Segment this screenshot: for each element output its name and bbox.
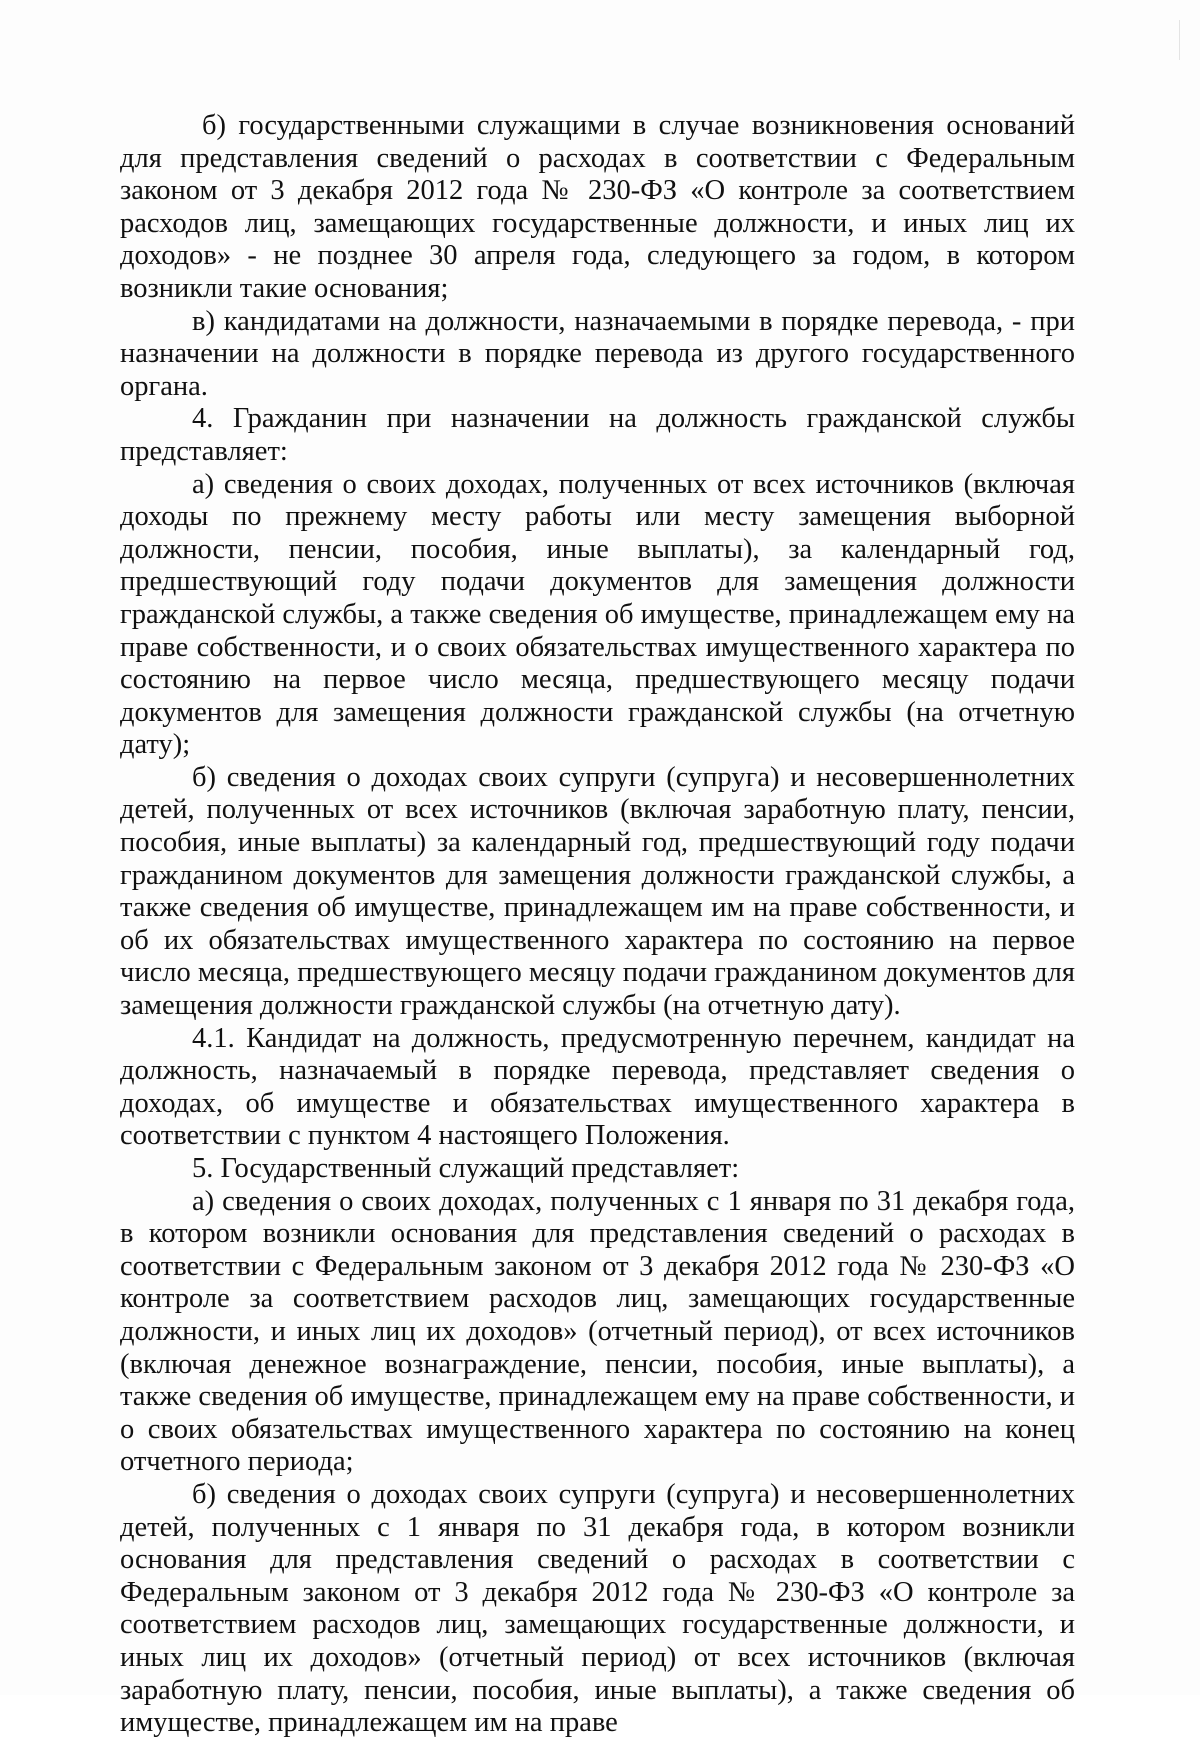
paragraph-4-1-candidate: 4.1. Кандидат на должность, предусмотренную перечнем, кандидат на должность, назначаемый в порядке перевода, представляет сведения о доходах, об имуществе и обязательствах имущественного характера в соответствии с пунктом 4 настоящего Положения. [120,1022,1075,1152]
paragraph-4b-family-income: б) сведения о доходах своих супруги (супруга) и несовершеннолетних детей, полученных от всех источников (включая заработную плату, пенсии, пособия, иные выплаты) за календарный год, предшествующий году подачи гражданином документов для замещения должности гражданской службы, а также сведения об имуществе, принадлежащем им на праве собственности, и об их обязательствах имущественного характера по состоянию на первое число месяца, предшествующего месяцу подачи гражданином документов для замещения должности гражданской службы (на отчетную дату). [120,761,1075,1022]
paragraph-5a-own-income: а) сведения о своих доходах, полученных с 1 января по 31 декабря года, в котором возникли основания для представления сведений о расходах в соответствии с Федеральным законом от 3 декабря 2012 года № 230-ФЗ «О контроле за соответствием расходов лиц, замещающих государственные должности, и иных лиц их доходов» (отчетный период), от всех источников (включая денежное вознаграждение, пенсии, пособия, иные выплаты), а также сведения об имуществе, принадлежащем ему на праве собственности, и о своих обязательствах имущественного характера по состоянию на конец отчетного периода; [120,1185,1075,1478]
paragraph-civil-servants-deadline: б) государственными служащими в случае возникновения оснований для представления сведений о расходах в соответствии с Федеральным законом от 3 декабря 2012 года № 230-ФЗ «О контроле за соответствием расходов лиц, замещающих государственные должности, и иных лиц их доходов» - не позднее 30 апреля года, следующего за годом, в котором возникли такие основания; [120,110,1075,304]
paragraph-4a-own-income: а) сведения о своих доходах, полученных от всех источников (включая доходы по прежнему месту работы или месту замещения выборной должности, пенсии, пособия, иные выплаты), за календарный год, предшествующий году подачи документов для замещения должности гражданской службы, а также сведения об имуществе, принадлежащем ему на праве собственности, и о своих обязательствах имущественного характера по состоянию на первое число месяца, предшествующего месяцу подачи документов для замещения должности гражданской службы (на отчетную дату); [120,468,1075,761]
paragraph-section-4-heading: 4. Гражданин при назначении на должность гражданской службы представляет: [120,403,1075,467]
paragraph-transfer-candidates: в) кандидатами на должности, назначаемыми в порядке перевода, - при назначении на должности в порядке перевода из другого государственного органа. [120,305,1075,402]
document-body [120,110,1075,1740]
paragraph-section-5-heading: 5. Государственный служащий представляет: [192,1153,740,1184]
paragraph-5b-family-income: б) сведения о доходах своих супруги (супруга) и несовершеннолетних детей, полученных с 1 января по 31 декабря года, в котором возникли основания для представления сведений о расходах в соответствии с Федеральным законом от 3 декабря 2012 года № 230-ФЗ «О контроле за соответствием расходов лиц, замещающих государственные должности, и иных лиц их доходов» (отчетный период) от всех источников (включая заработную плату, пенсии, пособия, иные выплаты), а также сведения об имуществе, принадлежащем им на праве [120,1478,1075,1739]
scan-edge-mark [1179,20,1180,60]
